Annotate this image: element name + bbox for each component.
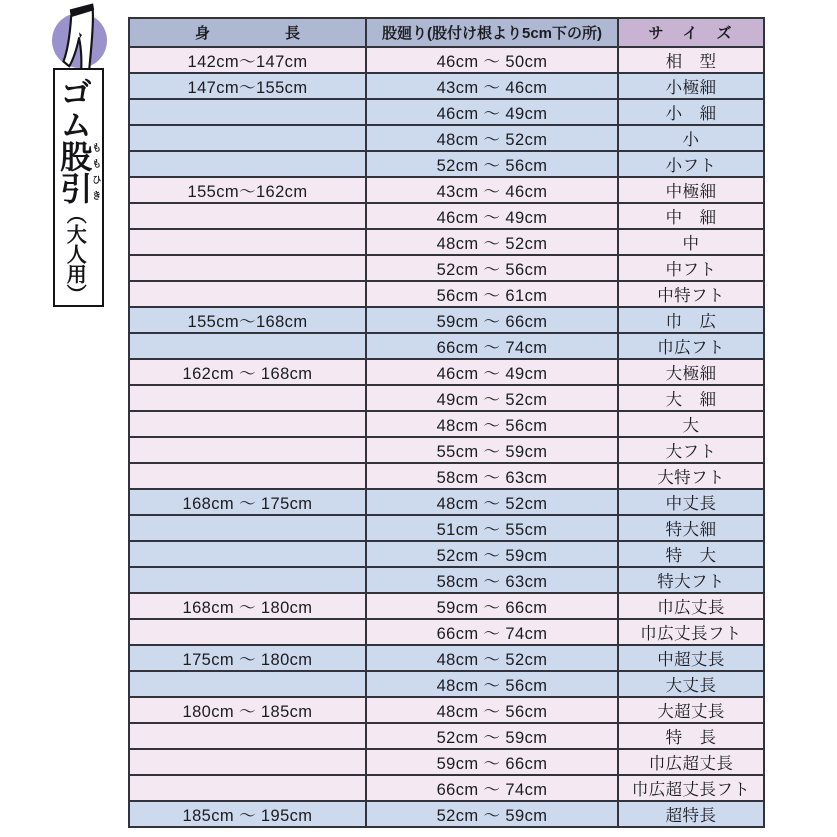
size-cell: 巾広超丈長フト (618, 775, 764, 801)
table-row (129, 307, 764, 333)
size-cell: 小フト (618, 151, 764, 177)
size-cell: 大丈長 (618, 671, 764, 697)
waist-cell: 66cm 〜 74cm (366, 619, 618, 645)
header-size: サ イ ズ (618, 18, 764, 47)
height-cell: 175cm 〜 180cm (129, 645, 366, 671)
waist-cell: 48cm 〜 52cm (366, 125, 618, 151)
waist-cell: 52cm 〜 56cm (366, 255, 618, 281)
table-row (129, 541, 764, 567)
height-cell (129, 385, 366, 411)
size-cell: 中 細 (618, 203, 764, 229)
size-cell: 大超丈長 (618, 697, 764, 723)
size-cell: 中丈長 (618, 489, 764, 515)
size-cell: 相 型 (618, 47, 764, 73)
height-cell (129, 151, 366, 177)
table-row (129, 775, 764, 801)
size-cell: 大 (618, 411, 764, 437)
size-cell: 中超丈長 (618, 645, 764, 671)
table-row (129, 255, 764, 281)
height-cell (129, 437, 366, 463)
product-title-ruby-base: 股引 (56, 140, 93, 204)
waist-cell: 52cm 〜 59cm (366, 723, 618, 749)
size-cell: 特 長 (618, 723, 764, 749)
size-cell: 巾広超丈長 (618, 749, 764, 775)
waist-cell: 59cm 〜 66cm (366, 593, 618, 619)
table-row (129, 801, 764, 827)
height-cell (129, 541, 366, 567)
table-row (129, 73, 764, 99)
height-cell: 147cm〜155cm (129, 73, 366, 99)
waist-cell: 48cm 〜 56cm (366, 697, 618, 723)
table-row (129, 619, 764, 645)
height-cell (129, 619, 366, 645)
height-cell (129, 463, 366, 489)
product-title (57, 76, 101, 304)
height-cell (129, 411, 366, 437)
waist-cell: 46cm 〜 50cm (366, 47, 618, 73)
height-cell (129, 203, 366, 229)
size-cell: 大フト (618, 437, 764, 463)
height-cell (129, 125, 366, 151)
table-row (129, 203, 764, 229)
table-row (129, 593, 764, 619)
table-row (129, 671, 764, 697)
size-cell: 特大フト (618, 567, 764, 593)
size-cell: 中フト (618, 255, 764, 281)
waist-cell: 46cm 〜 49cm (366, 203, 618, 229)
waist-cell: 52cm 〜 56cm (366, 151, 618, 177)
table-row (129, 177, 764, 203)
waist-cell: 59cm 〜 66cm (366, 749, 618, 775)
waist-cell: 43cm 〜 46cm (366, 73, 618, 99)
waist-cell: 55cm 〜 59cm (366, 437, 618, 463)
table-row (129, 515, 764, 541)
height-cell: 162cm 〜 168cm (129, 359, 366, 385)
waist-cell: 48cm 〜 52cm (366, 229, 618, 255)
table-row (129, 723, 764, 749)
waist-cell: 51cm 〜 55cm (366, 515, 618, 541)
table-row (129, 333, 764, 359)
size-chart-table (128, 17, 765, 828)
table-row (129, 47, 764, 73)
size-cell: 巾広丈長フト (618, 619, 764, 645)
height-cell: 155cm〜168cm (129, 307, 366, 333)
height-cell (129, 749, 366, 775)
table-row (129, 749, 764, 775)
table-row (129, 567, 764, 593)
height-cell (129, 671, 366, 697)
height-cell (129, 723, 366, 749)
size-cell: 特大細 (618, 515, 764, 541)
header-row (129, 18, 764, 47)
size-cell: 巾広フト (618, 333, 764, 359)
size-cell: 中極細 (618, 177, 764, 203)
size-cell: 小 (618, 125, 764, 151)
product-title-ruby (56, 140, 101, 204)
height-cell: 155cm〜162cm (129, 177, 366, 203)
size-table-header (129, 18, 764, 47)
height-cell (129, 515, 366, 541)
table-row (129, 99, 764, 125)
size-cell: 大特フト (618, 463, 764, 489)
size-cell: 大極細 (618, 359, 764, 385)
size-cell: 巾 広 (618, 307, 764, 333)
height-cell (129, 99, 366, 125)
size-cell: 巾広丈長 (618, 593, 764, 619)
table-row (129, 281, 764, 307)
header-waist: 股廻り(股付け根より5cm下の所) (366, 18, 618, 47)
height-cell: 180cm 〜 185cm (129, 697, 366, 723)
size-table-body (129, 47, 764, 827)
size-cell: 小極細 (618, 73, 764, 99)
table-row (129, 229, 764, 255)
waist-cell: 48cm 〜 52cm (366, 645, 618, 671)
height-cell: 142cm〜147cm (129, 47, 366, 73)
table-row (129, 385, 764, 411)
size-cell: 大 細 (618, 385, 764, 411)
table-row (129, 463, 764, 489)
size-cell: 特 大 (618, 541, 764, 567)
table-row (129, 437, 764, 463)
table-row (129, 697, 764, 723)
height-cell: 168cm 〜 180cm (129, 593, 366, 619)
waist-cell: 48cm 〜 56cm (366, 411, 618, 437)
waist-cell: 46cm 〜 49cm (366, 359, 618, 385)
header-height: 身 長 (129, 18, 366, 47)
table-row (129, 489, 764, 515)
height-cell: 168cm 〜 175cm (129, 489, 366, 515)
waist-cell: 66cm 〜 74cm (366, 333, 618, 359)
height-cell (129, 567, 366, 593)
waist-cell: 58cm 〜 63cm (366, 567, 618, 593)
table-row (129, 125, 764, 151)
table-row (129, 645, 764, 671)
waist-cell: 66cm 〜 74cm (366, 775, 618, 801)
waist-cell: 43cm 〜 46cm (366, 177, 618, 203)
size-cell: 中 (618, 229, 764, 255)
waist-cell: 52cm 〜 59cm (366, 541, 618, 567)
height-cell (129, 281, 366, 307)
height-cell (129, 333, 366, 359)
waist-cell: 59cm 〜 66cm (366, 307, 618, 333)
waist-cell: 52cm 〜 59cm (366, 801, 618, 827)
size-cell: 超特長 (618, 801, 764, 827)
product-title-furigana: ももひき (89, 140, 101, 204)
table-row (129, 151, 764, 177)
waist-cell: 56cm 〜 61cm (366, 281, 618, 307)
waist-cell: 58cm 〜 63cm (366, 463, 618, 489)
waist-cell: 49cm 〜 52cm (366, 385, 618, 411)
product-title-prefix: ゴム (56, 76, 93, 140)
waist-cell: 48cm 〜 56cm (366, 671, 618, 697)
table-row (129, 359, 764, 385)
height-cell (129, 255, 366, 281)
waist-cell: 46cm 〜 49cm (366, 99, 618, 125)
height-cell (129, 775, 366, 801)
size-cell: 小 細 (618, 99, 764, 125)
height-cell (129, 229, 366, 255)
size-cell: 中特フト (618, 281, 764, 307)
waist-cell: 48cm 〜 52cm (366, 489, 618, 515)
table-row (129, 411, 764, 437)
product-title-box (53, 68, 104, 307)
height-cell: 185cm 〜 195cm (129, 801, 366, 827)
product-title-suffix: （大人用） (63, 204, 86, 304)
